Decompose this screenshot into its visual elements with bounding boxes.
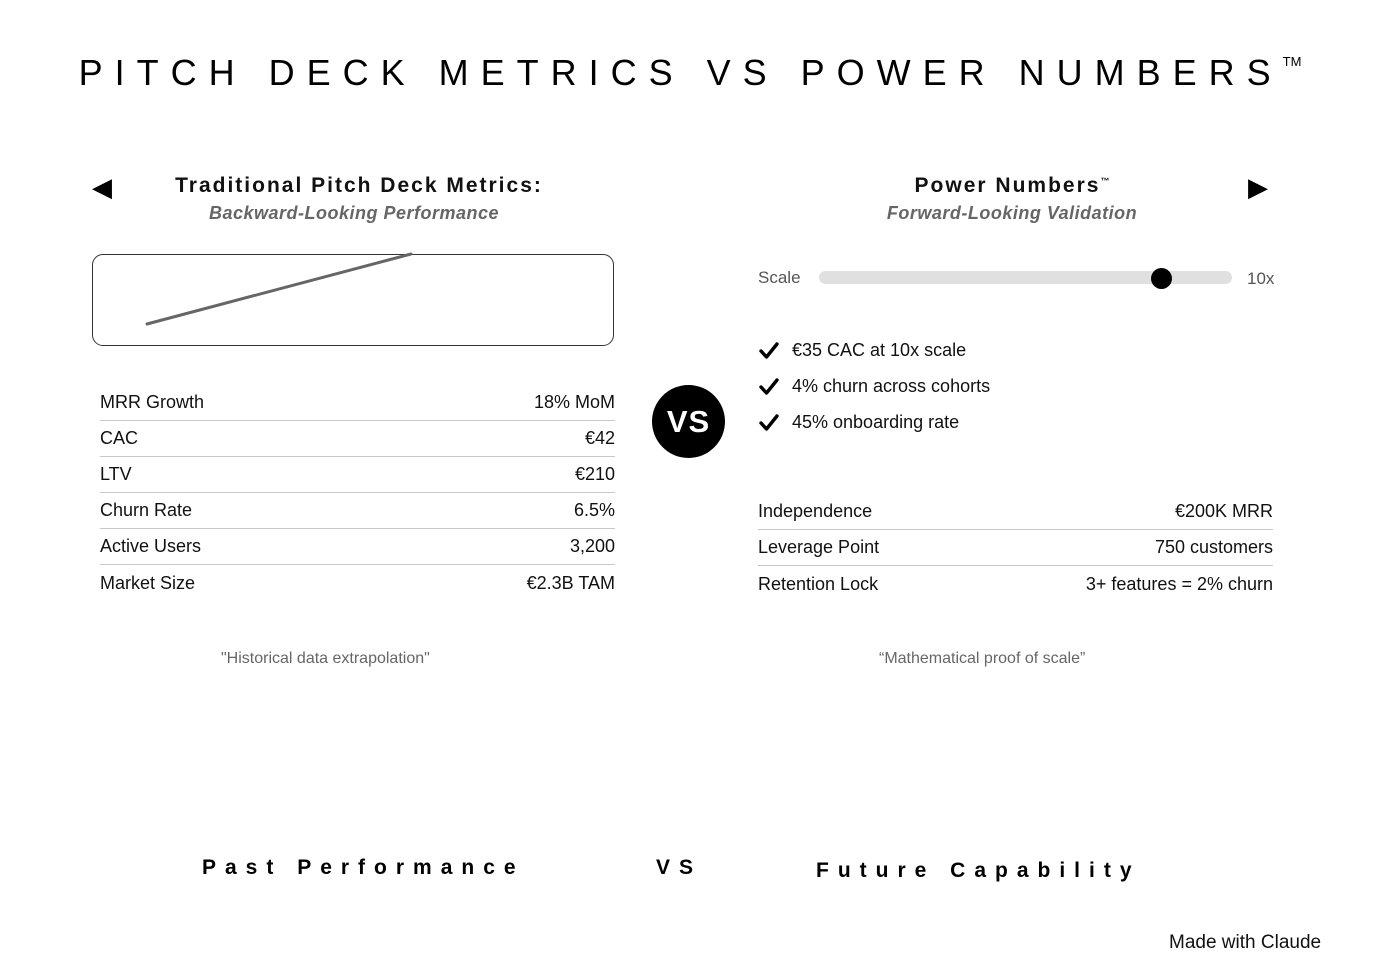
right-quote: “Mathematical proof of scale”: [879, 650, 1086, 667]
checkmark-icon: [758, 339, 780, 361]
scale-slider-label: Scale: [758, 268, 801, 287]
left-quote: "Historical data extrapolation": [221, 650, 430, 667]
metric-label: Leverage Point: [758, 537, 880, 557]
traditional-metrics-table: [100, 385, 615, 601]
metric-value: 3+ features = 2% churn: [1085, 573, 1273, 594]
metric-value: €42: [584, 428, 615, 448]
made-with-claude-credit[interactable]: Made with Claude: [1169, 932, 1322, 953]
check-text: €35 CAC at 10x scale: [792, 339, 967, 360]
left-column-subtitle: Backward-Looking Performance: [208, 203, 500, 223]
metric-value: 750 customers: [1154, 537, 1273, 557]
trademark-mark: ™: [1100, 176, 1110, 186]
metric-label: Active Users: [100, 536, 202, 556]
table-row: [100, 385, 615, 421]
metric-label: Retention Lock: [758, 573, 879, 594]
right-column-subtitle: Forward-Looking Validation: [886, 203, 1138, 223]
metric-label: Market Size: [100, 572, 196, 593]
metric-label: CAC: [100, 428, 139, 448]
vs-badge: VS: [652, 385, 725, 458]
table-row: [758, 530, 1273, 566]
checkmark-icon: [758, 411, 780, 433]
metric-label: MRR Growth: [100, 392, 205, 412]
right-column-title-text: Power Numbers: [914, 174, 1101, 197]
footer-vs: VS: [656, 856, 703, 879]
check-text: 45% onboarding rate: [792, 411, 960, 432]
page-title-text: PITCH DECK METRICS VS POWER NUMBERS: [78, 52, 1283, 93]
metric-label: LTV: [100, 464, 132, 484]
table-row: [100, 565, 615, 601]
table-row: [100, 421, 615, 457]
trademark-mark: TM: [1282, 54, 1302, 69]
metric-value: €200K MRR: [1174, 501, 1273, 521]
table-row: [100, 493, 615, 529]
triangle-right-icon[interactable]: ▶: [1248, 172, 1268, 202]
page-title: [0, 52, 1380, 94]
footer-past-performance: Past Performance: [202, 856, 525, 879]
list-item: [758, 332, 990, 368]
metric-label: Churn Rate: [100, 500, 193, 520]
checkmark-icon: [758, 375, 780, 397]
scale-slider-value: 10x: [1247, 269, 1275, 288]
table-row: [100, 529, 615, 565]
check-text: 4% churn across cohorts: [792, 375, 991, 396]
table-row: [758, 494, 1273, 530]
list-item: [758, 368, 990, 404]
list-item: [758, 404, 990, 440]
metric-value: 3,200: [569, 536, 615, 556]
footer-future-capability: Future Capability: [816, 859, 1141, 882]
right-column-title: [812, 174, 1212, 198]
metric-value: €210: [574, 464, 615, 484]
metric-label: Independence: [758, 501, 873, 521]
scale-slider-thumb[interactable]: [1151, 268, 1172, 289]
metric-value: €2.3B TAM: [526, 572, 615, 593]
validation-checklist: [758, 332, 990, 440]
left-column-title: Traditional Pitch Deck Metrics:: [175, 174, 543, 197]
trend-chart-box: [92, 254, 614, 346]
triangle-left-icon[interactable]: ◀: [92, 172, 112, 202]
table-row: [758, 566, 1273, 602]
metric-value: 6.5%: [573, 500, 615, 520]
power-numbers-table: [758, 494, 1273, 602]
metric-value: 18% MoM: [533, 392, 615, 412]
table-row: [100, 457, 615, 493]
